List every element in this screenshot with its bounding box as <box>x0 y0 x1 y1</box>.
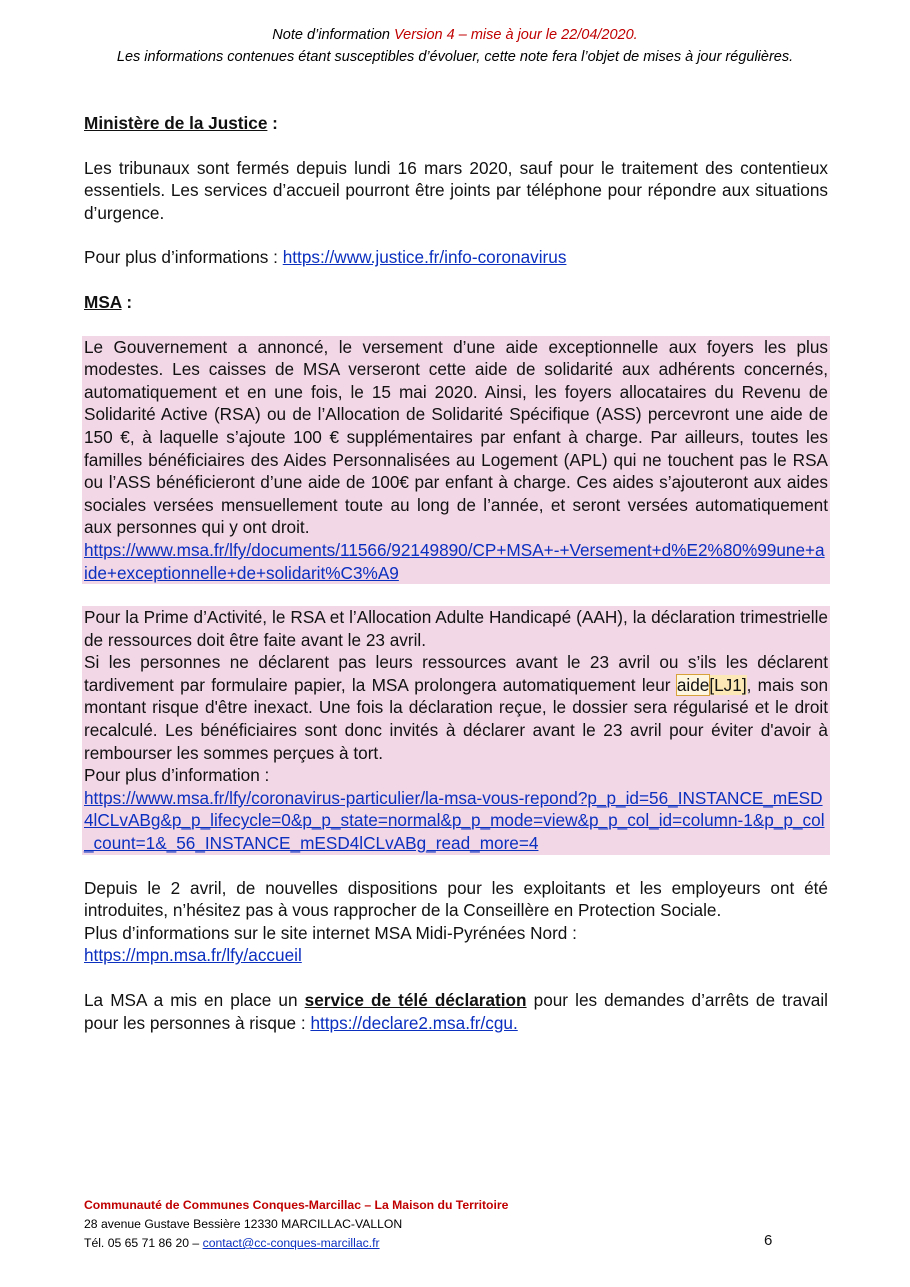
msa-teledeclaration-paragraph <box>84 989 828 1034</box>
msa-site-label: Plus d’informations sur le site internet MSA Midi-Pyrénées Nord : <box>84 922 577 943</box>
justice-heading-colon: : <box>267 113 278 133</box>
footer-address: 28 avenue Gustave Bessière 12330 MARCILLAC-VALLON <box>84 1217 403 1231</box>
msa-heading-colon: : <box>121 291 133 312</box>
justice-paragraph: Les tribunaux sont fermés depuis lundi 16 mars 2020, sauf pour le traitement des contentieux essentiels. Les services d’accueil pourront être joints par téléphone pour répondre aux situations d’urgence. <box>84 157 828 223</box>
justice-more-label: Pour plus d’informations : <box>84 247 283 268</box>
footer-contact <box>84 1234 784 1253</box>
msa-heading-text: MSA <box>84 291 122 312</box>
header-line-1 <box>0 24 910 46</box>
justice-heading-text: Ministère de la Justice <box>84 113 268 133</box>
msa-declaration-text-end: , mais son montant risque d'être inexact. Une fois la déclaration reçue, le dossier sera régularisé et le droit recalculé. Les bénéficiaires sont donc invités à déclarer avant le 23 avril pour éviter d'avoir à rembourser les sommes perçues à tort. <box>84 674 829 763</box>
footer-phone: Tél. 05 65 71 86 20 – <box>84 1236 203 1250</box>
msa-declaration-box <box>82 606 830 855</box>
msa-teledeclaration-service: service de télé déclaration <box>304 990 527 1010</box>
comment-reference[interactable]: [LJ1] <box>709 674 747 695</box>
justice-link[interactable]: https://www.justice.fr/info-coronavirus <box>282 247 567 268</box>
msa-teledeclaration-link[interactable]: https://declare2.msa.fr/cgu. <box>310 1012 518 1033</box>
justice-more-info <box>84 246 828 269</box>
justice-heading <box>84 112 828 135</box>
header-version: Version 4 – mise à jour le 22/04/2020. <box>394 27 638 43</box>
document-body <box>84 112 828 1034</box>
footer-email-link[interactable]: contact@cc-conques-marcillac.fr <box>202 1236 380 1250</box>
msa-aid-paragraph: Le Gouvernement a annoncé, le versement d’une aide exceptionnelle aux foyers les plus modestes. Les caisses de MSA verseront cette aide de solidarité aux adhérents concernés, automatiquement et en une fois, le 15 mai 2020. Ainsi, les foyers allocataires du Revenu de Solidarité Active (RSA) ou de l’Allocation de Solidarité Spécifique (ASS) percevront une aide de 150 €, à laquelle s’ajoute 100 € supplémentaires par enfant à charge. Par ailleurs, toutes les familles bénéficiaires des Aides Personnalisées au Logement (APL) qui ne touchent pas le RSA ou l’ASS bénéficieront d’une aide de 100€ par enfant à charge. Ces aides s’ajouteront aux aides sociales versées mensuellement toute au long de l’année, et seront versées automatiquement aux personnes qui y ont droit. <box>84 336 828 538</box>
document-footer <box>84 1196 784 1253</box>
header-note-label: Note d’information <box>272 27 394 43</box>
msa-declaration-text-start: Si les personnes ne déclarent pas leurs ressources avant le 23 avril ou s’ils les déclarent tardivement par formulaire papier, la MSA prolongera automatiquement leur <box>84 652 828 695</box>
msa-declaration-paragraph-2 <box>84 651 828 764</box>
msa-teledeclaration-text-end: pour les demandes d’arrêts de travail pour les personnes à risque : <box>84 990 828 1033</box>
msa-site-line <box>84 944 828 967</box>
msa-declaration-paragraph-1: Pour la Prime d’Activité, le RSA et l’Allocation Adulte Handicapé (AAH), la déclaration trimestrielle de ressources doit être faite avant le 23 avril. <box>84 607 828 650</box>
page-number: 6 <box>764 1232 773 1249</box>
footer-organization: Communauté de Communes Conques-Marcillac – La Maison du Territoire <box>84 1198 509 1212</box>
header-line-2: Les informations contenues étant susceptibles d’évoluer, cette note fera l’objet de mises à jour régulières. <box>116 49 794 65</box>
comment-anchor-word[interactable]: aide <box>676 674 710 695</box>
msa-dispositions-paragraph: Depuis le 2 avril, de nouvelles dispositions pour les exploitants et les employeurs ont été introduites, n’hésitez pas à vous rapprocher de la Conseillère en Protection Sociale. <box>84 877 828 921</box>
msa-declaration-more-label: Pour plus d’information : <box>84 765 270 786</box>
msa-declaration-link[interactable]: https://www.msa.fr/lfy/coronavirus-particulier/la-msa-vous-repond?p_p_id=56_INSTANCE_mESD4lCLvABg&p_p_lifecycle=0&p_p_state=normal&p_p_mode=view&p_p_col_id=column-1&p_p_col_count=1&_56_INSTANCE_mESD4lCLvABg_read_more=4 <box>84 787 825 854</box>
msa-heading <box>84 291 828 314</box>
msa-aid-link[interactable]: https://www.msa.fr/lfy/documents/11566/92149890/CP+MSA+-+Versement+d%E2%80%99une+aide+exceptionnelle+de+solidarit%C3%A9 <box>84 539 825 583</box>
document-header <box>0 24 910 68</box>
msa-aid-box <box>82 336 830 585</box>
msa-site-link[interactable]: https://mpn.msa.fr/lfy/accueil <box>84 945 302 966</box>
msa-teledeclaration-text-start: La MSA a mis en place un <box>84 990 305 1010</box>
